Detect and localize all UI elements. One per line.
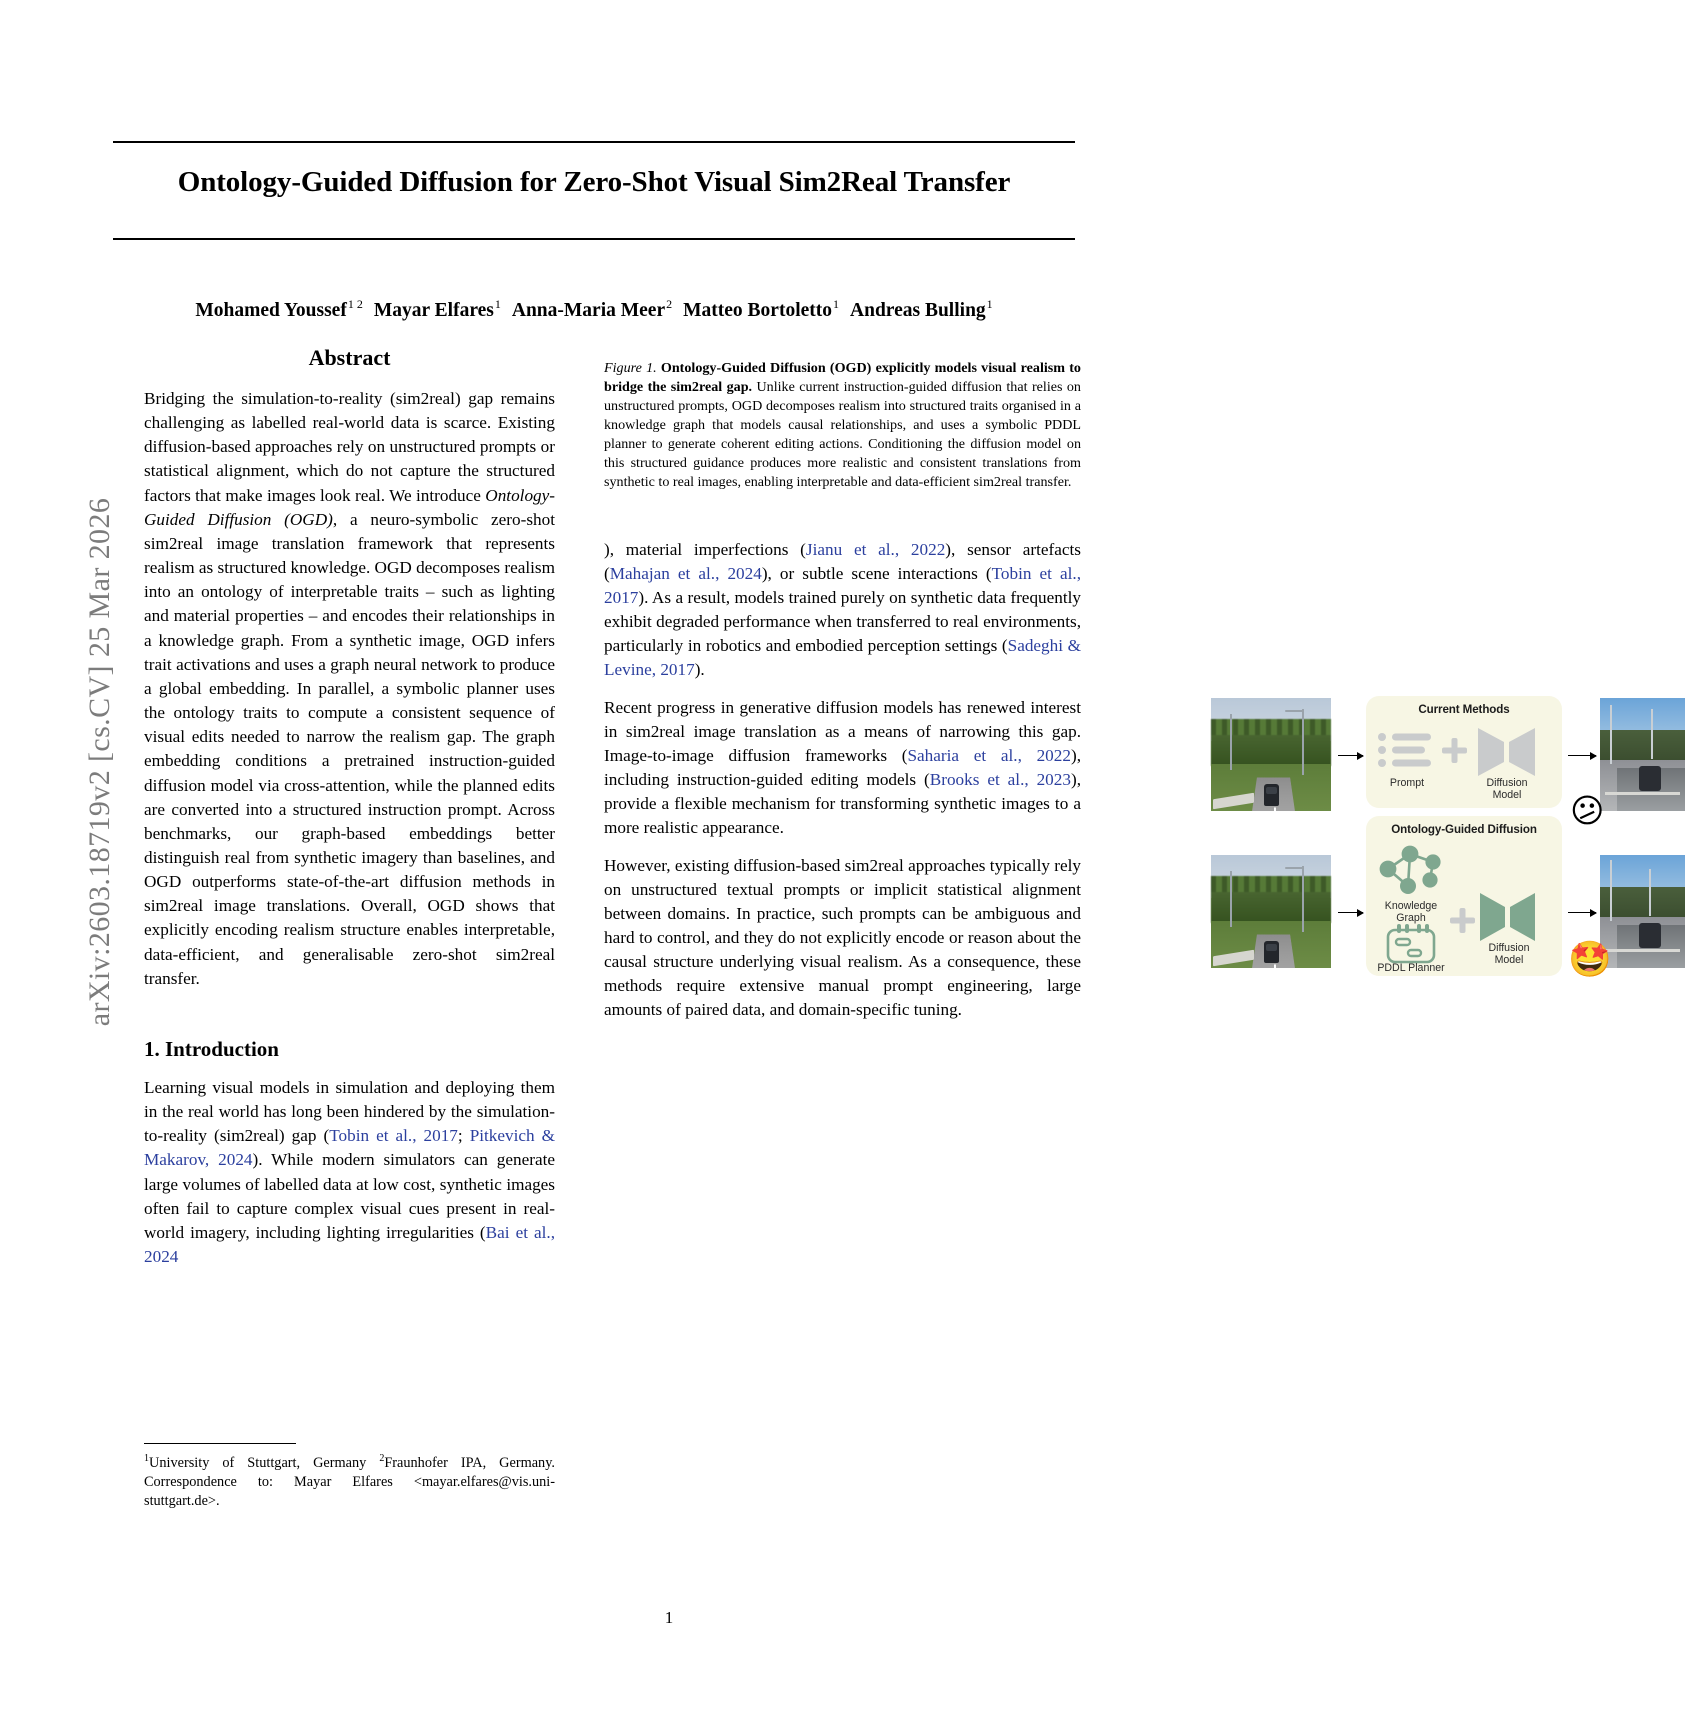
flow-arrow-2 (1568, 755, 1596, 756)
footnote-marker-1: 1 (144, 1453, 149, 1464)
intro-paragraph-2: Recent progress in generative diffusion models has renewed interest in sim2real image translation as a means of narrowing this gap. Image-to-image diffusion frameworks (Saharia et al., 2022), including instruction-guided editing models (Brooks et al., 2023), provide a flexible mechanism for transforming synthetic images to a more realistic appearance. (604, 697, 1081, 838)
street-lamp-pole (1610, 860, 1612, 921)
vehicle (1639, 766, 1661, 791)
pddl-planner-icon (1386, 924, 1436, 964)
citation-link[interactable]: Saharia et al., 2022 (907, 745, 1071, 765)
citation-link[interactable]: Bai et al., 2024 (144, 1222, 555, 1266)
sim-scene (1211, 698, 1331, 811)
tree-line (1211, 882, 1331, 923)
abstract-italic-term: Ontology-Guided Diffusion (OGD) (144, 485, 555, 529)
section-heading-introduction: 1. Introduction (144, 1036, 279, 1061)
title-rule-bottom (113, 238, 1075, 240)
right-column (604, 345, 1612, 1036)
street-lamp-pole (1302, 866, 1304, 932)
abstract-part-1: Bridging the simulation-to-reality (sim2real) gap remains challenging as labelled real-world data is scarce. Existing diffusion-based approaches rely on unstructured prompts or statistical alignment, which do not capture the structured factors that make images look real. We introduce (144, 389, 555, 505)
plus-icon (1450, 908, 1475, 933)
citation-link[interactable]: Brooks et al., 2023 (929, 770, 1071, 790)
author-entry: Andreas Bulling$^1$ (850, 297, 993, 321)
figure-1 (1208, 690, 1685, 980)
author-affiliation-marker: 1 (833, 297, 840, 311)
author-entry: Mayar Elfares$^1$ (373, 297, 501, 321)
author-affiliation-marker: 1 2 (347, 297, 363, 311)
street-lamp-pole (1230, 871, 1232, 928)
knowledge-graph-icon (1378, 842, 1444, 898)
tree-line (1600, 887, 1685, 921)
arxiv-stamp: arXiv:2603.18719v2 [cs.CV] 25 Mar 2026 (83, 497, 116, 1027)
guard-rail (1605, 792, 1680, 795)
figure-number: Figure 1. (604, 360, 657, 376)
plus-icon (1442, 738, 1467, 763)
street-lamp-pole (1230, 714, 1232, 771)
street-lamp-pole (1302, 709, 1304, 775)
label-pddl-planner: PDDL Planner (1377, 962, 1445, 974)
vehicle (1264, 941, 1280, 964)
label-prompt: Prompt (1389, 777, 1425, 789)
page-number: 1 (664, 1608, 674, 1627)
figure-input-synthetic-image-top (1211, 698, 1331, 811)
intro-paragraph-1: Learning visual models in simulation and deploying them in the real world has long been hindered by the simulation-to-reality (sim2real) gap (Tobin et al., 2017; Pitkevich & Makarov, 2024). While modern simulators can generate large volumes of labelled data at low cost, synthetic images often fail to capture complex visual cues present in real-world imagery, including lighting irregularities (Bai et al., 2024 (144, 1077, 555, 1266)
intro-paragraph-1-cont: ), material imperfections (Jianu et al., 2022), sensor artefacts (Mahajan et al., 2024), or subtle scene interactions (Tobin et al., 2017). As a result, models trained purely on synthetic data frequently exhibit degraded performance when transferred to real environments, particularly in robotics and embodied perception settings (Sadeghi & Levine, 2017). (604, 539, 1081, 680)
panel-current-methods-title: Current Methods (1418, 703, 1510, 716)
figure-caption-bold: Ontology-Guided Diffusion (OGD) explicitly models visual realism to bridge the sim2real gap. (604, 360, 1081, 395)
street-lamp-pole (1649, 869, 1651, 916)
diffusion-model-icon (1478, 726, 1535, 778)
panel-ontology-guided-diffusion (1366, 816, 1562, 976)
sim-scene (1211, 855, 1331, 968)
author-affiliation-marker: 1 (494, 297, 501, 311)
citation-link[interactable]: Jianu et al., 2022 (805, 539, 946, 559)
prompt-list-icon (1378, 732, 1433, 768)
author-entry: Anna-Maria Meer$^2$ (511, 297, 673, 321)
author-affiliation-marker: 1 (986, 297, 993, 311)
page-title: Ontology-Guided Diffusion for Zero-Shot Visual Sim2Real Transfer (177, 166, 1011, 198)
citation-link[interactable]: Tobin et al., 2017 (329, 1126, 458, 1146)
intro-paragraph-3: However, existing diffusion-based sim2real approaches typically rely on unstructured textual prompts or implicit statistical alignment between domains. In practice, such prompts can be ambiguous and hard to control, and they do not explicitly encode or reason about the causal structure underlying visual realism. As a consequence, these methods require extensive manual prompt engineering, large amounts of paired data, and domain-specific tuning. (604, 855, 1081, 1020)
guard-rail (1605, 949, 1680, 952)
footnote-marker-2: 2 (379, 1453, 385, 1464)
footnote-divider (144, 1443, 296, 1444)
panel-current-methods (1366, 696, 1562, 808)
citation-link[interactable]: Sadeghi & Levine, 2017 (604, 636, 1081, 680)
flow-arrow-1 (1338, 755, 1363, 756)
label-diffusion-model-top: Diffusion Model (1486, 777, 1528, 802)
unsatisfied-face-icon: 😕 (1570, 791, 1605, 830)
figure-caption (604, 359, 1081, 492)
figure-caption-rest: Unlike current instruction-guided diffusion that relies on unstructured prompts, OGD decomposes realism into structured traits organised in a knowledge graph that models causal relationships, and uses a symbolic PDDL planner to generate coherent editing actions. Conditioning the diffusion model on this structured guidance produces more realistic and consistent translations from synthetic to real images, enabling interpretable and data-efficient sim2real transfer. (604, 378, 1081, 490)
real-scene (1600, 698, 1685, 811)
author-entry: Matteo Bortoletto$^1$ (683, 297, 840, 321)
abstract-heading: Abstract (308, 345, 391, 370)
tree-line (1211, 725, 1331, 766)
citation-link[interactable]: Tobin et al., 2017 (604, 563, 1081, 607)
figure-output-real-image-bottom (1600, 855, 1685, 968)
footnote-affiliations: $^1$University of Stuttgart, Germany $^2$Fraunhofer IPA, Germany. Correspondence to: Mayar Elfares <mayar.elfares@vis.uni-stuttgart.de>. (144, 1453, 556, 1510)
starstruck-face-icon: 🤩 (1568, 940, 1612, 980)
author-list (113, 297, 1075, 322)
real-scene (1600, 855, 1685, 968)
street-lamp-pole (1610, 705, 1612, 764)
left-column (144, 345, 555, 1282)
abstract-part-2: , a neuro-symbolic zero-shot sim2real image translation framework that represents realism as structured knowledge. OGD decomposes realism into an ontology of interpretable traits – such as lighting and material properties – and encodes their relationships in a knowledge graph. From a synthetic image, OGD infers trait activations and uses a graph neural network to produce a global embedding. In parallel, a symbolic planner uses the ontology traits to compute a consistent sequence of visual edits needed to narrow the realism gap. The graph embedding conditions a pretrained instruction-guided diffusion model via cross-attention, while the planned edits are converted into a structured instruction prompt. Across benchmarks, our graph-based embeddings better distinguish real from synthetic imagery than baselines, and OGD outperforms state-of-the-art diffusion methods in sim2real image translations. Overall, OGD shows that explicitly encoding realism structure enables interpretable, data-efficient, and generalisable zero-shot sim2real transfer. (144, 509, 555, 988)
citation-link[interactable]: Pitkevich & Makarov, 2024 (144, 1126, 555, 1170)
figure-input-synthetic-image-bottom (1211, 855, 1331, 968)
author-affiliation-marker: 2 (666, 297, 673, 311)
abstract-text (144, 387, 555, 991)
street-lamp-pole (1651, 709, 1653, 759)
panel-ontology-guided-diffusion-title: Ontology-Guided Diffusion (1391, 823, 1537, 836)
label-knowledge-graph: Knowledge Graph (1384, 900, 1438, 925)
diffusion-model-icon (1480, 891, 1535, 943)
figure-output-real-image-top (1600, 698, 1685, 811)
flow-arrow-3 (1338, 912, 1363, 913)
flow-arrow-4 (1568, 912, 1596, 913)
vehicle (1264, 784, 1280, 807)
citation-link[interactable]: Mahajan et al., 2024 (609, 563, 762, 583)
vehicle (1639, 923, 1661, 948)
title-rule-top (113, 141, 1075, 143)
label-diffusion-model-bottom: Diffusion Model (1488, 942, 1530, 967)
author-entry: Mohamed Youssef$^{1 2}$ (195, 297, 363, 321)
tree-line (1600, 730, 1685, 764)
